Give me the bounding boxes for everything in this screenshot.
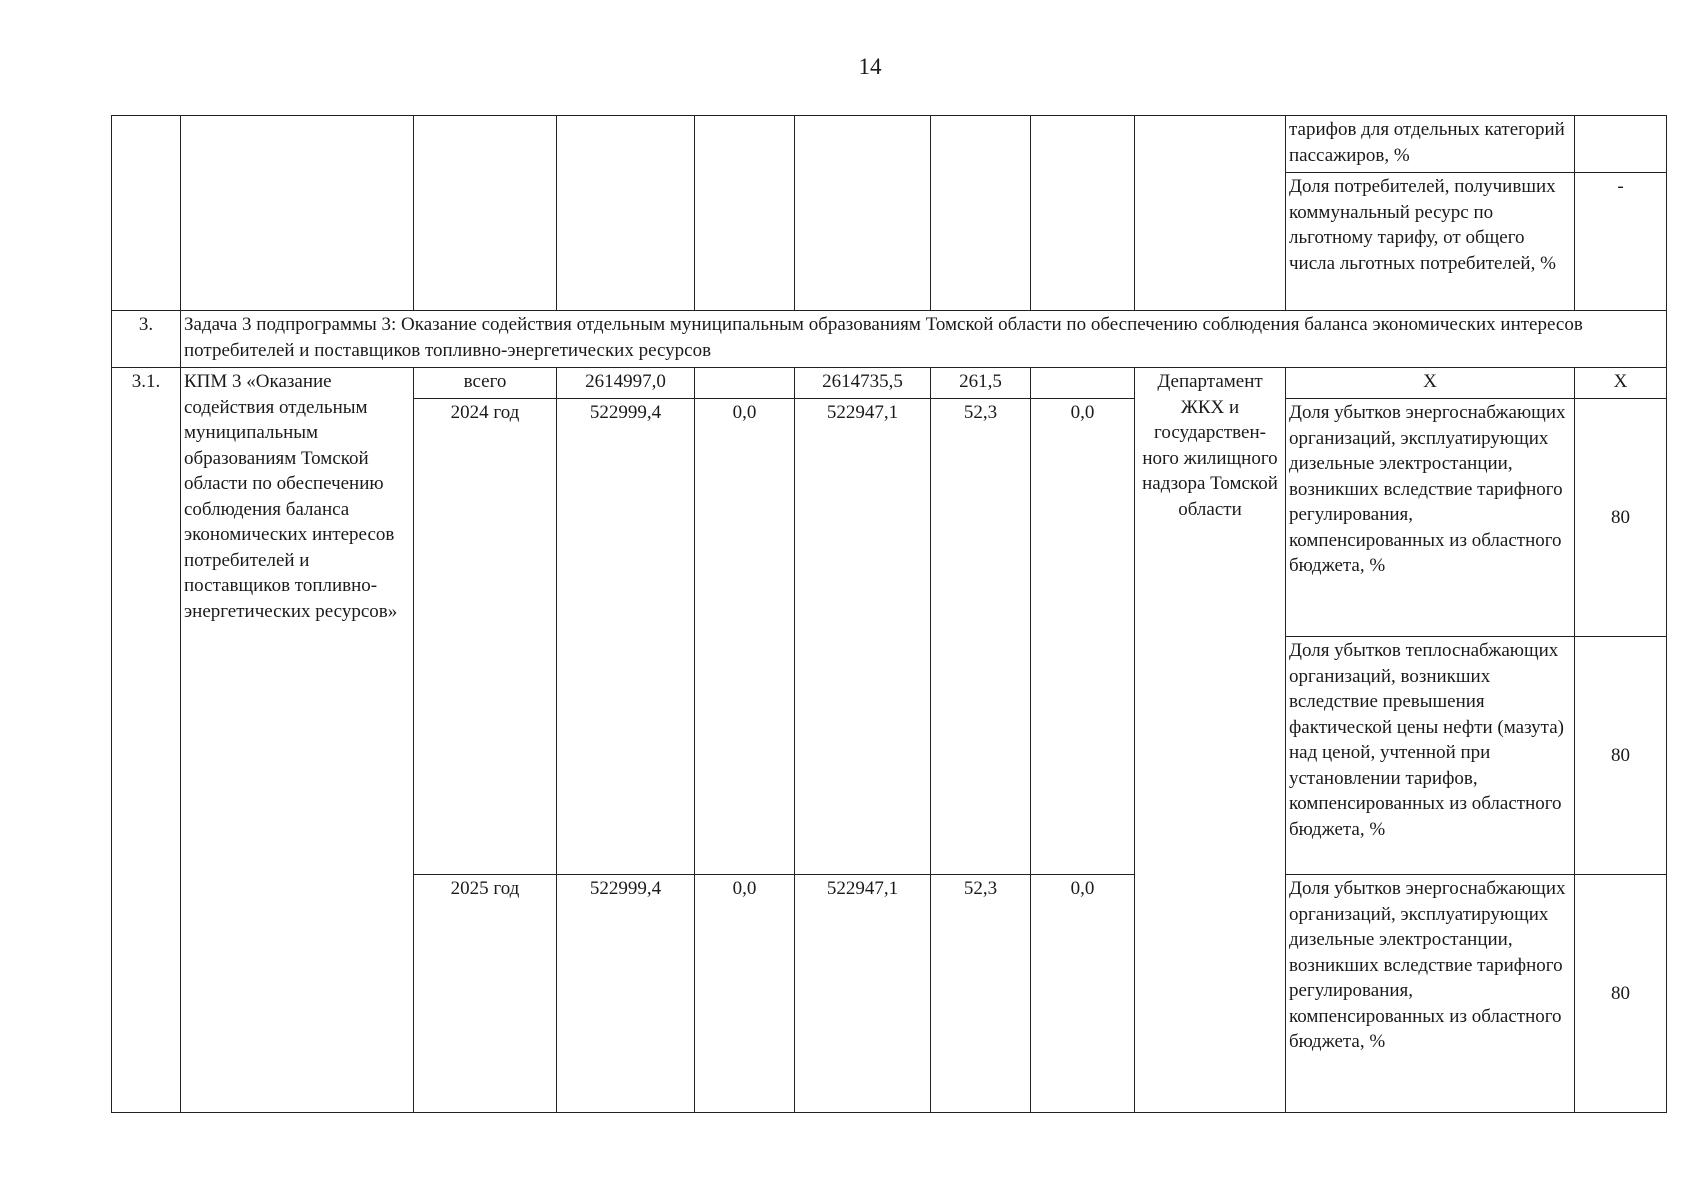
local-cell: 52,3	[931, 399, 1031, 875]
local-cell	[931, 116, 1031, 311]
sum-cell: 522999,4	[557, 875, 695, 1113]
other-cell: 0,0	[1031, 875, 1135, 1113]
sum-cell: 2614997,0	[557, 368, 695, 399]
period-cell: всего	[414, 368, 557, 399]
indicator-value-cell: -	[1575, 173, 1667, 311]
measure-number: 3.1.	[112, 368, 181, 1113]
table-row	[112, 116, 1667, 173]
sum-cell	[557, 116, 695, 311]
federal-cell: 0,0	[695, 399, 795, 875]
indicator-cell: Доля убытков энергоснабжающих организаций, эксплуатирующих дизельные электростанции, возникших вследствие тарифного регулирования, компенсированных из областного бюджета, %	[1286, 875, 1575, 1113]
measure-name: КПМ 3 «Оказание содействия отдельным муниципальным образованиям Томской области по обеспечению соблюдения баланса экономических интересов потребителей и поставщиков топливно-энергетических ресурсов»	[181, 368, 414, 1113]
indicator-value-cell: 80	[1575, 637, 1667, 875]
federal-cell: 0,0	[695, 875, 795, 1113]
indicator-cell: Доля убытков энергоснабжающих организаций, эксплуатирующих дизельные электростанции, возникших вследствие тарифного регулирования, компенсированных из областного бюджета, %	[1286, 399, 1575, 637]
other-cell	[1031, 368, 1135, 399]
indicator-cell: Доля убытков теплоснабжающих организаций, возникших вследствие превышения фактической цены нефти (мазута) над ценой, учтенной при установлении тарифов, компенсированных из областного бюджета, %	[1286, 637, 1575, 875]
other-cell	[1031, 116, 1135, 311]
local-cell: 261,5	[931, 368, 1031, 399]
indicator-value-cell: X	[1575, 368, 1667, 399]
indicator-cell: Доля потребителей, получивших коммунальный ресурс по льготному тарифу, от общего числа льготных потребителей, %	[1286, 173, 1575, 311]
federal-cell	[695, 116, 795, 311]
number-cell	[112, 116, 181, 311]
period-cell: 2024 год	[414, 399, 557, 875]
task-number: 3.	[112, 311, 181, 368]
table-row	[112, 368, 1667, 399]
regional-cell: 522947,1	[795, 875, 931, 1113]
other-cell: 0,0	[1031, 399, 1135, 875]
indicator-value-cell: 80	[1575, 399, 1667, 637]
page-number: 14	[858, 54, 882, 79]
indicator-value-cell: 80	[1575, 875, 1667, 1113]
indicator-value-cell	[1575, 116, 1667, 173]
executor-cell: Департамент ЖКХ и государствен-ного жилищного надзора Томской области	[1135, 368, 1286, 1113]
period-cell: 2025 год	[414, 875, 557, 1113]
task-text: Задача 3 подпрограммы 3: Оказание содействия отдельным муниципальным образованиям Томской области по обеспечению соблюдения баланса экономических интересов потребителей и поставщиков топливно-энергетических ресурсов	[181, 311, 1667, 368]
executor-cell	[1135, 116, 1286, 311]
period-cell	[414, 116, 557, 311]
indicator-cell: тарифов для отдельных категорий пассажиров, %	[1286, 116, 1575, 173]
local-cell: 52,3	[931, 875, 1031, 1113]
federal-cell	[695, 368, 795, 399]
name-cell	[181, 116, 414, 311]
sum-cell: 522999,4	[557, 399, 695, 875]
regional-cell: 522947,1	[795, 399, 931, 875]
program-table	[111, 115, 1667, 1113]
task-row	[112, 311, 1667, 368]
indicator-cell: X	[1286, 368, 1575, 399]
regional-cell: 2614735,5	[795, 368, 931, 399]
regional-cell	[795, 116, 931, 311]
